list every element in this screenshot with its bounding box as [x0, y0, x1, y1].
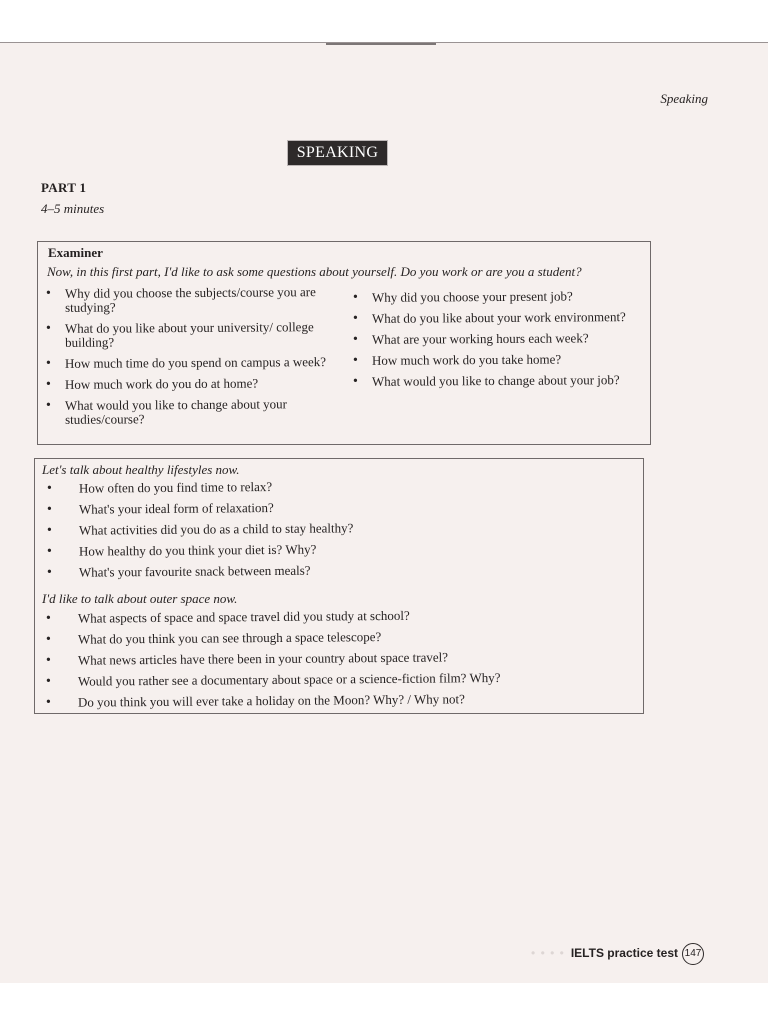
list-item: • What do you think you can see through a space telescope?	[41, 628, 639, 647]
page-sheet	[0, 42, 768, 983]
page-footer	[460, 943, 704, 965]
list-item: • What news articles have there been in your country about space travel?	[41, 649, 639, 668]
examiner-label: Examiner	[48, 245, 103, 260]
list-item: • What aspects of space and space travel did you study at school?	[41, 607, 639, 626]
examiner-intro: Now, in this first part, I'd like to ask some questions about yourself. Do you work or are you a student?	[47, 264, 582, 279]
top-rule	[326, 43, 436, 45]
list-item: • What activities did you do as a child to stay healthy?	[42, 519, 632, 538]
list-item: • How often do you find time to relax?	[42, 477, 632, 496]
footer-label: IELTS practice test	[570, 946, 678, 961]
list-item: • How healthy do you think your diet is? Why?	[42, 540, 632, 559]
list-item: • What do you like about your work environment?	[353, 310, 635, 326]
list-item: • What would you like to change about your job?	[353, 373, 635, 389]
list-item: • How much time do you spend on campus a week?	[46, 355, 338, 371]
student-question-list	[46, 286, 338, 433]
list-item: • What's your favourite snack between meals?	[42, 561, 632, 580]
topics-box	[34, 458, 644, 714]
page-number: 147	[682, 943, 704, 965]
section-title: SPEAKING	[287, 140, 388, 166]
space-topic-intro: I'd like to talk about outer space now.	[42, 591, 238, 606]
list-item: • What do you like about your university/ college building?	[46, 320, 338, 350]
list-item: • What's your ideal form of relaxation?	[42, 498, 632, 517]
list-item: • Do you think you will ever take a holiday on the Moon? Why? / Why not?	[41, 691, 639, 710]
list-item: • What would you like to change about your studies/course?	[46, 397, 338, 427]
part-title: PART 1	[41, 180, 87, 195]
running-head: Speaking	[660, 91, 708, 106]
examiner-box	[37, 241, 651, 445]
health-question-list	[42, 478, 632, 587]
list-item: • Why did you choose the subjects/course you are studying?	[46, 285, 338, 315]
space-question-list	[41, 607, 639, 717]
list-item: • What are your working hours each week?	[353, 331, 635, 347]
list-item: • How much work do you take home?	[353, 352, 635, 368]
work-question-list	[353, 290, 635, 395]
health-topic-intro: Let's talk about healthy lifestyles now.	[42, 462, 240, 477]
footer-fill: • • • •	[531, 946, 565, 961]
list-item: • Would you rather see a documentary about space or a science-fiction film? Why?	[41, 670, 639, 689]
part-duration: 4–5 minutes	[41, 201, 105, 216]
list-item: • Why did you choose your present job?	[353, 289, 635, 305]
list-item: • How much work do you do at home?	[46, 376, 338, 392]
